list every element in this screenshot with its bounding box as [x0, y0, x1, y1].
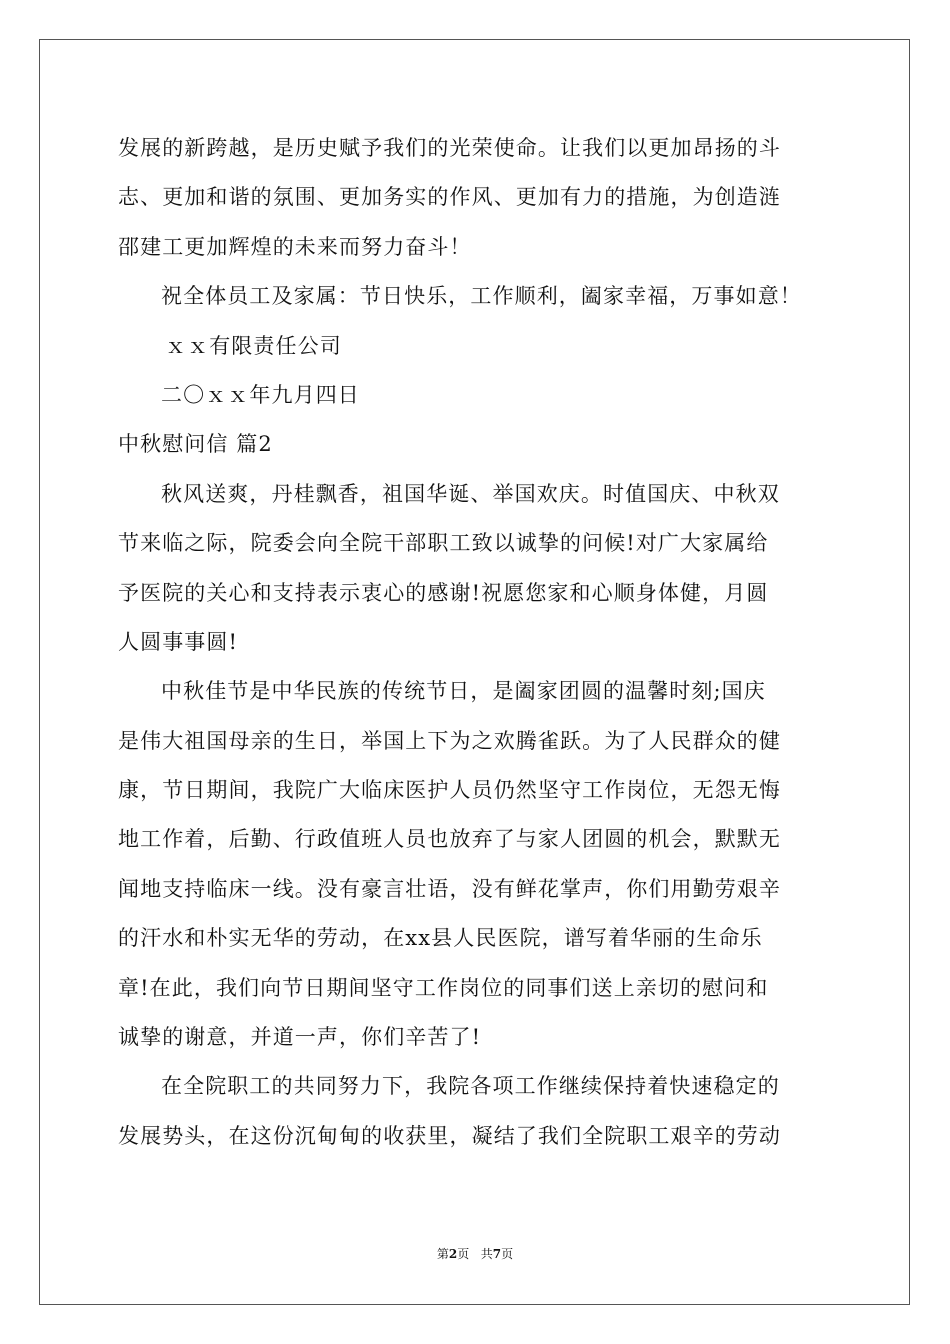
text-line: 闻地支持临床一线。没有豪言壮语，没有鲜花掌声，你们用勤劳艰辛 — [118, 876, 781, 901]
text-line: 人圆事事圆! — [118, 629, 239, 654]
text-line: 章!在此，我们向节日期间坚守工作岗位的同事们送上亲切的慰问和 — [118, 975, 769, 1000]
total-prefix: 共 — [480, 1247, 493, 1261]
text-line: ｘｘ有限责任公司 — [165, 333, 342, 358]
text-line: 秋风送爽，丹桂飘香，祖国华诞、举国欢庆。时值国庆、中秋双 — [161, 481, 780, 506]
text-line: 志、更加和谐的氛围、更加务实的作风、更加有力的措施，为创造涟 — [118, 185, 781, 210]
text-line: 邵建工更加辉煌的未来而努力奋斗！ — [118, 234, 472, 259]
page-prefix: 第 — [436, 1247, 449, 1261]
text-line: 节来临之际，院委会向全院干部职工致以诚挚的问候!对广大家属给 — [118, 531, 769, 556]
text-line: 发展的新跨越，是历史赋予我们的光荣使命。让我们以更加昂扬的斗 — [118, 136, 781, 160]
text-line: 康，节日期间，我院广大临床医护人员仍然坚守工作岗位，无怨无悔 — [118, 778, 781, 803]
text-line: 中秋佳节是中华民族的传统节日，是阖家团圆的温馨时刻;国庆 — [161, 679, 766, 704]
page-footer — [0, 1245, 950, 1262]
total-pages: 7 — [492, 1247, 502, 1261]
text-line: 予医院的关心和支持表示衷心的感谢!祝愿您家和心顺身体健，月圆 — [118, 580, 769, 605]
text-line: 在全院职工的共同努力下，我院各项工作继续保持着快速稳定的 — [161, 1074, 780, 1099]
text-line: 中秋慰问信 篇2 — [118, 432, 273, 457]
document-body — [118, 124, 834, 1161]
page-number: 2 — [448, 1247, 458, 1261]
text-line: 祝全体员工及家属：节日快乐，工作顺利，阖家幸福，万事如意！ — [161, 284, 802, 309]
total-suffix: 页 — [501, 1247, 514, 1261]
text-line: 地工作着，后勤、行政值班人员也放弃了与家人团圆的机会，默默无 — [118, 827, 781, 852]
page-suffix: 页 — [457, 1247, 470, 1261]
text-line: 发展势头，在这份沉甸甸的收获里，凝结了我们全院职工艰辛的劳动 — [118, 1123, 781, 1148]
text-line: 是伟大祖国母亲的生日，举国上下为之欢腾雀跃。为了人民群众的健 — [118, 728, 781, 753]
text-line: 的汗水和朴实无华的劳动，在xx县人民医院，谱写着华丽的生命乐 — [118, 926, 763, 951]
text-line: 二〇ｘｘ年九月四日 — [161, 382, 360, 407]
text-line: 诚挚的谢意，并道一声，你们辛苦了! — [118, 1025, 482, 1050]
